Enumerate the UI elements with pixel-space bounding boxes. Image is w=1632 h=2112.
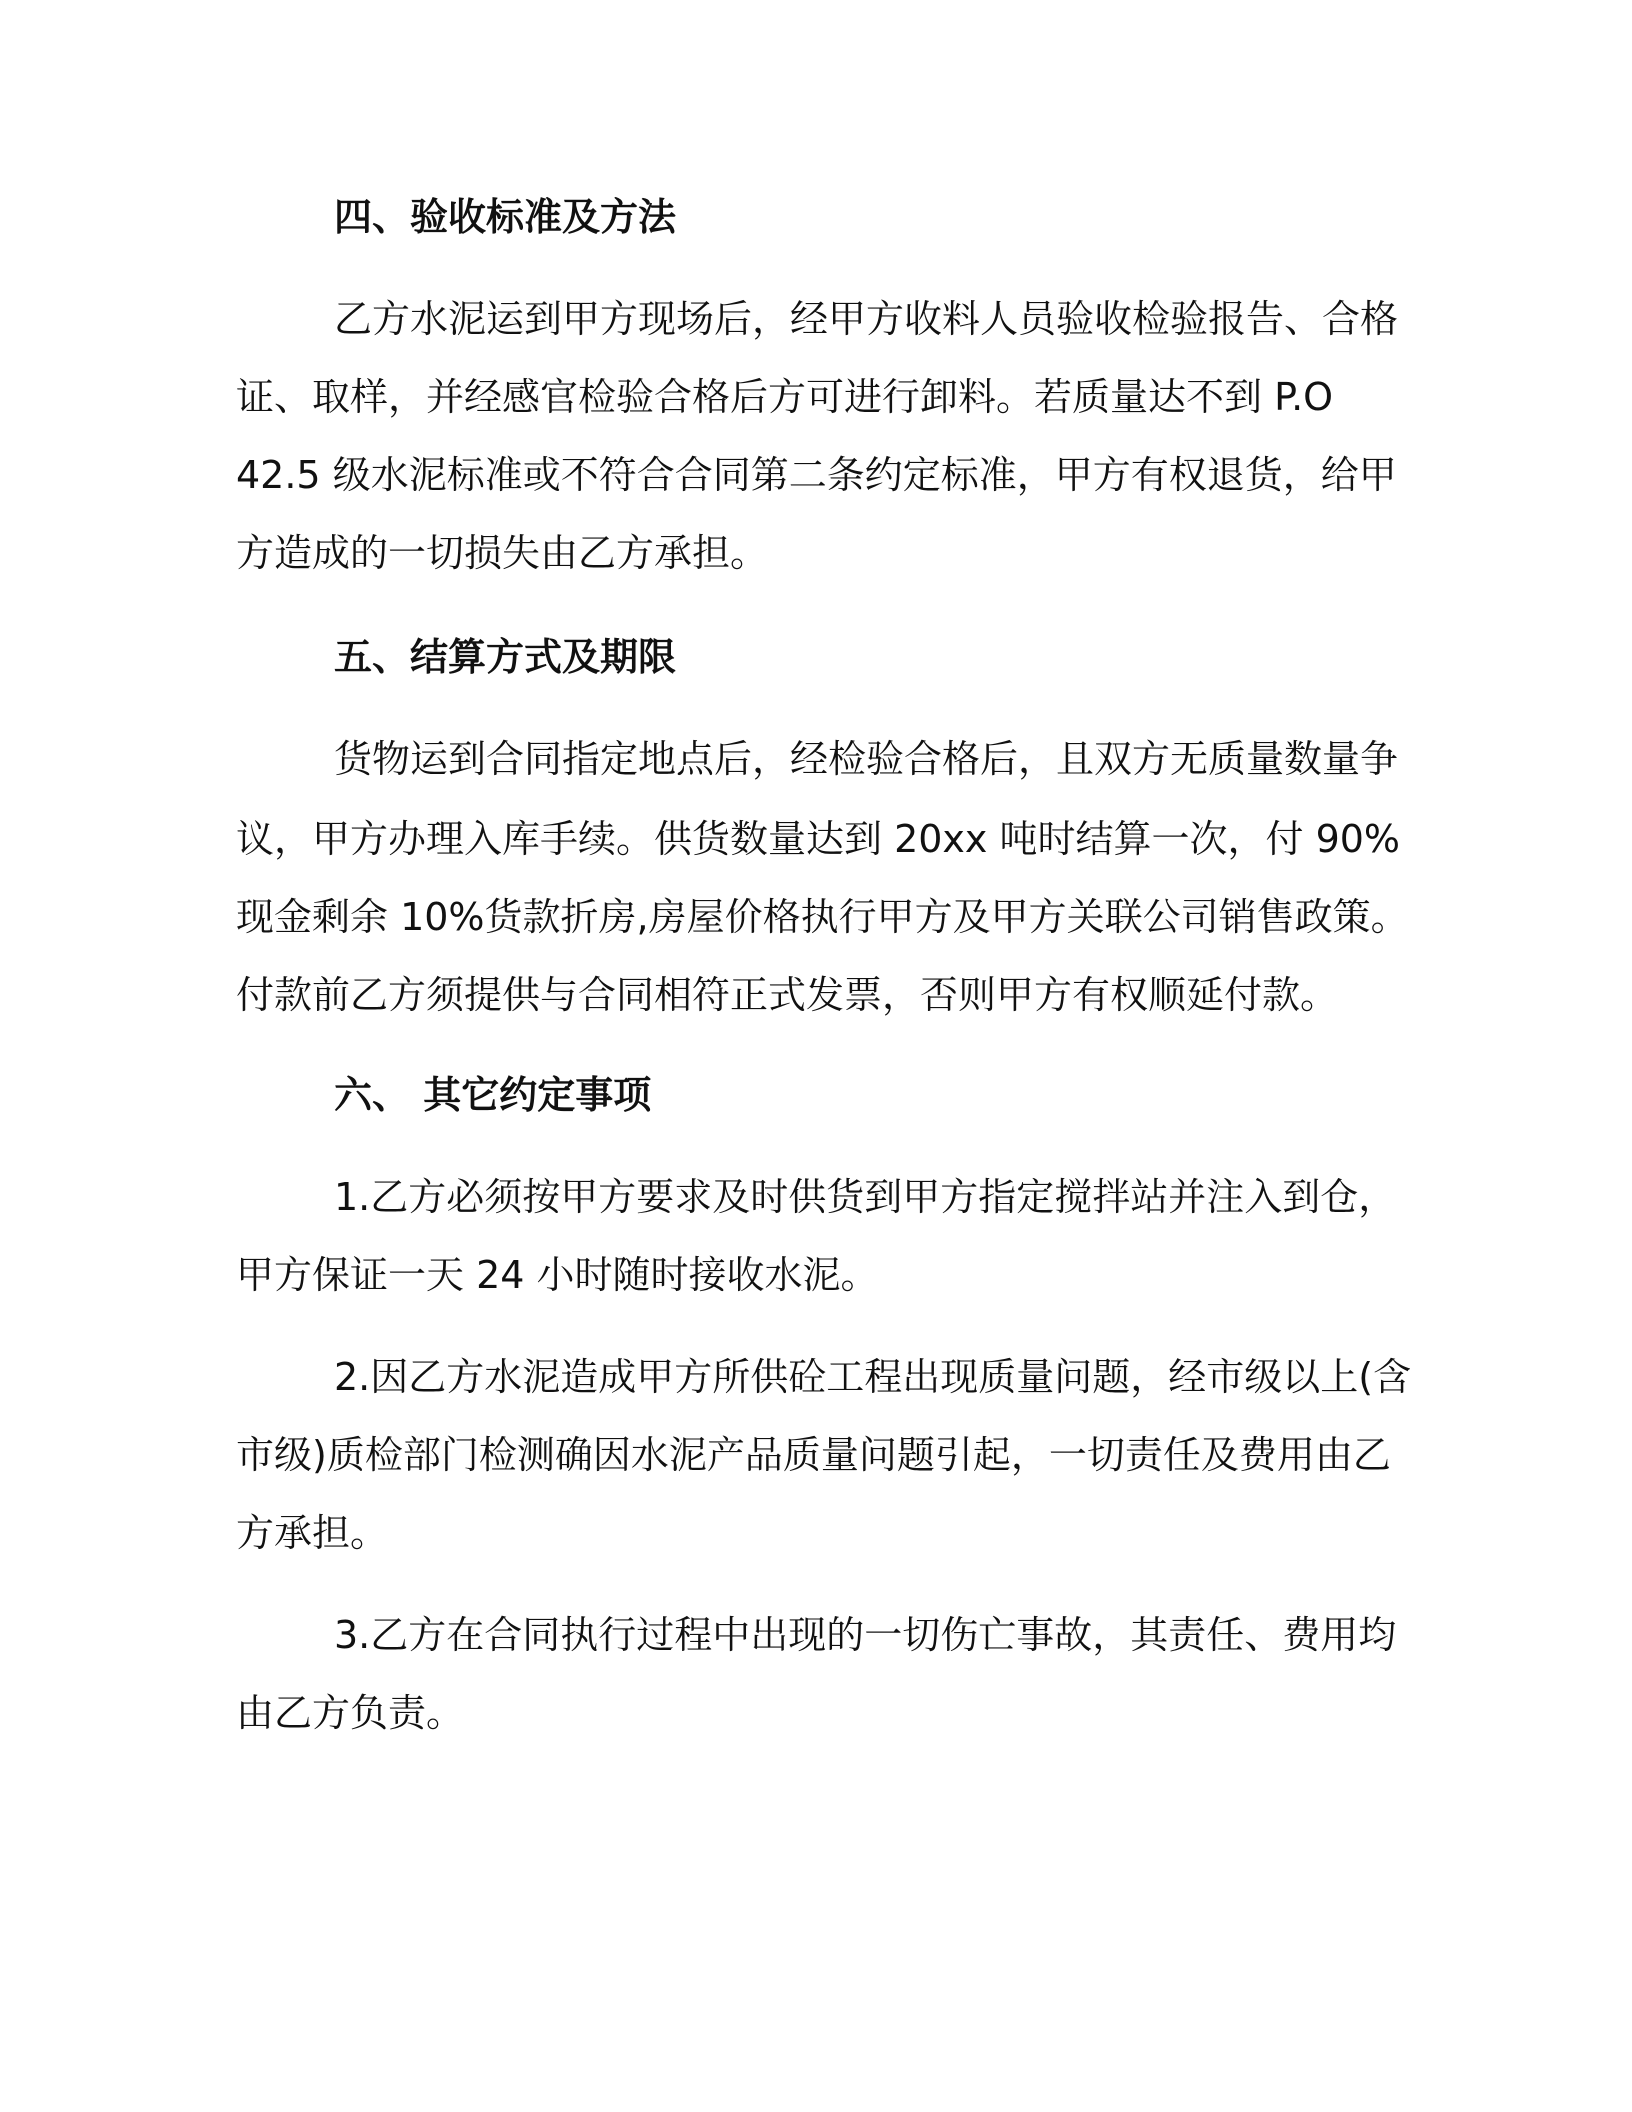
- section-4-heading: 四、验收标准及方法: [334, 195, 677, 239]
- section-4-line-3: 42.5 级水泥标准或不符合合同第二条约定标准，甲方有权退货，给甲: [236, 453, 1397, 497]
- section-4-line-1: 乙方水泥运到甲方现场后，经甲方收料人员验收检验报告、合格: [334, 297, 1399, 341]
- section-5-heading: 五、结算方式及期限: [334, 635, 677, 679]
- section-6-item-1-line-2: 甲方保证一天 24 小时随时接收水泥。: [236, 1253, 879, 1297]
- section-4-line-2: 证、取样，并经感官检验合格后方可进行卸料。若质量达不到 P.O: [236, 375, 1334, 419]
- section-5-line-2: 议，甲方办理入库手续。供货数量达到 20xx 吨时结算一次，付 90%: [236, 817, 1401, 861]
- section-4-line-4: 方造成的一切损失由乙方承担。: [236, 531, 769, 575]
- section-6-item-1-line-1: 1.乙方必须按甲方要求及时供货到甲方指定搅拌站并注入到仓，: [334, 1175, 1397, 1219]
- section-5-line-4: 付款前乙方须提供与合同相符正式发票，否则甲方有权顺延付款。: [236, 973, 1339, 1017]
- section-6-heading: 六、 其它约定事项: [334, 1073, 652, 1117]
- section-6-item-2-line-3: 方承担。: [236, 1511, 389, 1555]
- section-6-item-2-line-1: 2.因乙方水泥造成甲方所供砼工程出现质量问题，经市级以上(含: [334, 1355, 1412, 1399]
- section-6-item-2-line-2: 市级)质检部门检测确因水泥产品质量问题引起，一切责任及费用由乙: [236, 1433, 1391, 1477]
- section-6-item-3-line-2: 由乙方负责。: [236, 1691, 465, 1735]
- section-5-line-3: 现金剩余 10%货款折房,房屋价格执行甲方及甲方关联公司销售政策。: [236, 895, 1409, 939]
- section-6-item-3-line-1: 3.乙方在合同执行过程中出现的一切伤亡事故，其责任、费用均: [334, 1613, 1397, 1657]
- section-5-line-1: 货物运到合同指定地点后，经检验合格后，且双方无质量数量争: [334, 737, 1399, 781]
